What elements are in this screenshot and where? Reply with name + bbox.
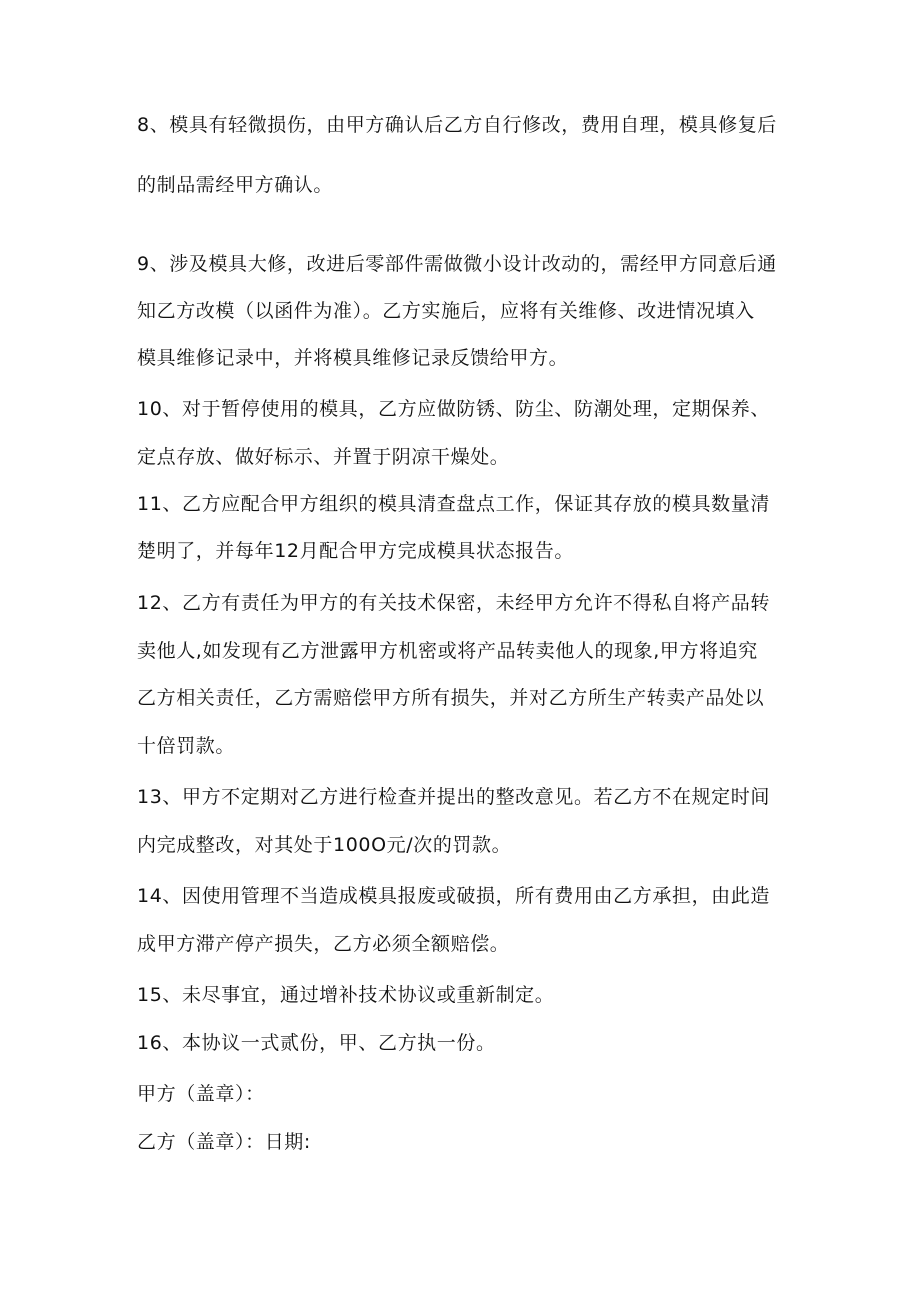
clause-9-line-1: 9、涉及模具大修，改进后零部件需做微小设计改动的，需经甲方同意后通 [137,253,777,275]
clause-12-line-2: 卖他人,如发现有乙方泄露甲方机密或将产品转卖他人的现象,甲方将追究 [137,640,758,662]
clause-14-line-2: 成甲方滞产停产损失，乙方必须全额赔偿。 [137,933,510,955]
clause-8-line-2: 的制品需经甲方确认。 [137,174,334,196]
party-b-seal-date-line: 乙方（盖章）：日期: [137,1131,311,1153]
clause-11-line-1: 11、乙方应配合甲方组织的模具清查盘点工作，保证其存放的模具数量清 [137,493,770,515]
clause-10-line-1: 10、对于暂停使用的模具，乙方应做防锈、防尘、防潮处理，定期保养、 [137,398,770,420]
clause-10-line-2: 定点存放、做好标示、并置于阴凉干燥处。 [137,446,510,468]
clause-15-line: 15、未尽事宜，通过增补技术协议或重新制定。 [137,984,555,1006]
clause-13-line-2: 内完成整改，对其处于100O元/次的罚款。 [137,834,512,856]
party-a-seal-line: 甲方（盖章）： [137,1083,265,1105]
clause-9-line-2: 知乙方改模（以函件为准）。乙方实施后，应将有关维修、改进情况填入 [137,300,755,322]
clause-12-line-1: 12、乙方有责任为甲方的有关技术保密，未经甲方允许不得私自将产品转 [137,592,770,614]
clause-8-line-1: 8、模具有轻微损伤，由甲方确认后乙方自行修改，费用自理，模具修复后 [137,114,777,136]
clause-16-line: 16、本协议一式贰份，甲、乙方执一份。 [137,1032,496,1054]
clause-12-line-3: 乙方相关责任，乙方需赔偿甲方所有损失，并对乙方所生产转卖产品处以 [137,687,765,709]
clause-12-line-4: 十倍罚款。 [137,735,236,757]
clause-13-line-1: 13、甲方不定期对乙方进行检查并提出的整改意见。若乙方不在规定时间 [137,786,770,808]
clause-11-line-2: 楚明了，并每年12月配合甲方完成模具状态报告。 [137,540,574,562]
clause-14-line-1: 14、因使用管理不当造成模具报废或破损，所有费用由乙方承担，由此造 [137,885,770,907]
clause-9-line-3: 模具维修记录中，并将模具维修记录反馈给甲方。 [137,347,569,369]
